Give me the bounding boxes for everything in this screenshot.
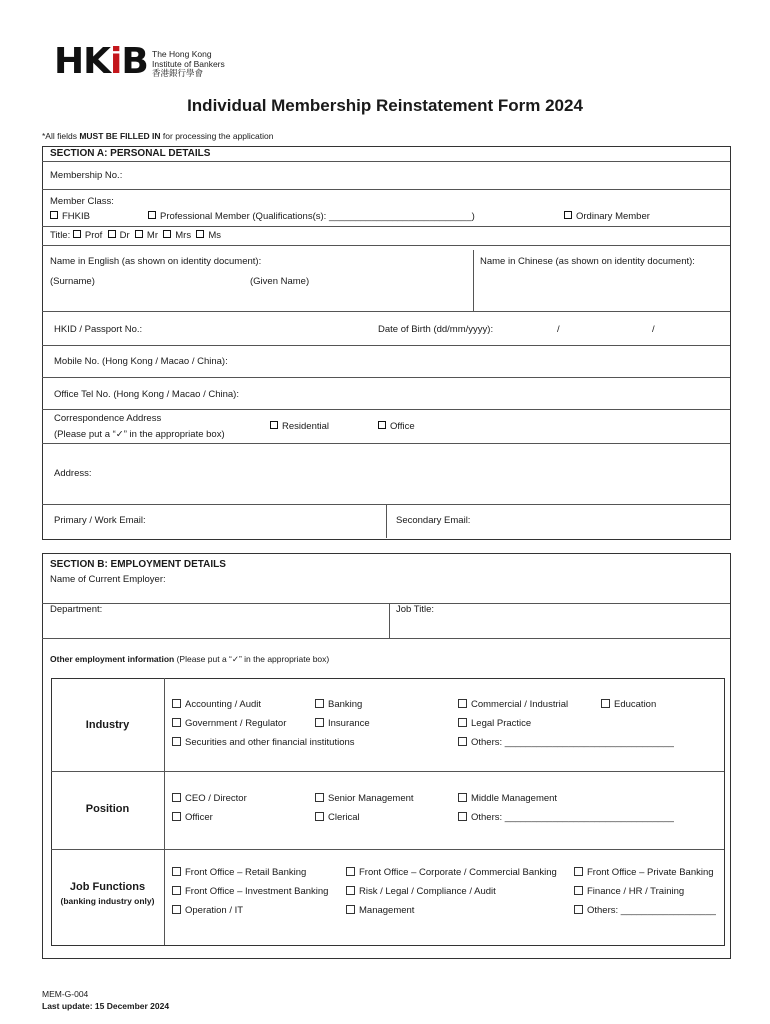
form-code: MEM-G-004 bbox=[42, 989, 89, 999]
checkbox-icon bbox=[148, 211, 156, 219]
form-title: Individual Membership Reinstatement Form 2024 bbox=[187, 96, 583, 115]
job-function-option[interactable]: Risk / Legal / Compliance / Audit bbox=[346, 886, 496, 897]
footer bbox=[42, 988, 169, 1012]
checkbox-icon bbox=[270, 421, 278, 429]
title-prof-checkbox[interactable]: Prof bbox=[73, 230, 102, 241]
membership-no-label: Membership No.: bbox=[50, 170, 123, 181]
correspondence-hint: (Please put a “✓” in the appropriate box) bbox=[54, 429, 225, 440]
employer-label: Name of Current Employer: bbox=[50, 574, 166, 585]
logo-line2: Institute of Bankers bbox=[152, 58, 225, 69]
checkbox-icon bbox=[315, 793, 324, 802]
checkbox-icon bbox=[50, 211, 58, 219]
job-function-option[interactable]: Front Office – Corporate / Commercial Banking bbox=[346, 867, 557, 878]
dob-separator: / bbox=[652, 324, 655, 335]
checkbox-icon bbox=[346, 867, 355, 876]
department-label: Department: bbox=[50, 604, 103, 615]
job-functions-sublabel: (banking industry only) bbox=[60, 896, 155, 906]
checkbox-icon bbox=[315, 812, 324, 821]
checkbox-icon bbox=[458, 699, 467, 708]
position-option[interactable]: Officer bbox=[172, 812, 213, 823]
dob-label: Date of Birth (dd/mm/yyyy): bbox=[378, 324, 494, 335]
member-class-label: Member Class: bbox=[50, 196, 114, 207]
address-label: Address: bbox=[54, 468, 92, 479]
class-fhkib-checkbox[interactable]: FHKIB bbox=[50, 211, 90, 222]
given-name-label: (Given Name) bbox=[250, 276, 310, 287]
title-mr-checkbox[interactable]: Mr bbox=[135, 230, 158, 241]
checkbox-icon bbox=[108, 230, 116, 238]
logo-line1: The Hong Kong bbox=[152, 49, 212, 59]
title-ms-checkbox[interactable]: Ms bbox=[196, 230, 221, 241]
checkbox-icon bbox=[172, 793, 181, 802]
job-function-option[interactable]: Finance / HR / Training bbox=[574, 886, 684, 897]
checkbox-icon bbox=[574, 905, 583, 914]
checkbox-icon bbox=[315, 718, 324, 727]
title-label: Title: bbox=[50, 230, 71, 241]
title-dr-checkbox[interactable]: Dr bbox=[108, 230, 130, 241]
checkbox-icon bbox=[564, 211, 572, 219]
job-function-option[interactable]: Operation / IT bbox=[172, 905, 243, 916]
job-function-option[interactable]: Front Office – Retail Banking bbox=[172, 867, 306, 878]
position-option[interactable]: Clerical bbox=[315, 812, 360, 823]
checkbox-icon bbox=[172, 737, 181, 746]
logo-text bbox=[152, 50, 225, 79]
position-option[interactable]: Senior Management bbox=[315, 793, 414, 804]
checkbox-icon bbox=[315, 699, 324, 708]
checkbox-icon bbox=[172, 718, 181, 727]
name-chinese-label: Name in Chinese (as shown on identity document): bbox=[480, 256, 695, 267]
name-english-label: Name in English (as shown on identity document): bbox=[50, 256, 262, 267]
position-option[interactable]: CEO / Director bbox=[172, 793, 247, 804]
job-function-option[interactable]: Management bbox=[346, 905, 414, 916]
section-a-heading: SECTION A: PERSONAL DETAILS bbox=[50, 148, 211, 159]
other-info-label: Other employment information (Please put a “✓” in the appropriate box) bbox=[50, 654, 330, 664]
industry-option[interactable]: Government / Regulator bbox=[172, 718, 286, 729]
industry-option[interactable]: Accounting / Audit bbox=[172, 699, 261, 710]
industry-option[interactable]: Others: ________________________________ bbox=[458, 737, 674, 748]
hkib-logo bbox=[54, 41, 148, 82]
checkbox-icon bbox=[574, 886, 583, 895]
checkbox-icon bbox=[172, 905, 181, 914]
industry-option[interactable]: Legal Practice bbox=[458, 718, 531, 729]
industry-option[interactable]: Commercial / Industrial bbox=[458, 699, 568, 710]
checkbox-icon bbox=[73, 230, 81, 238]
industry-option[interactable]: Education bbox=[601, 699, 656, 710]
checkbox-icon bbox=[574, 867, 583, 876]
checkbox-icon bbox=[172, 812, 181, 821]
hkid-label: HKID / Passport No.: bbox=[54, 324, 143, 335]
checkbox-icon bbox=[172, 699, 181, 708]
job-function-option[interactable]: Others: __________________ bbox=[574, 905, 716, 916]
industry-option[interactable]: Banking bbox=[315, 699, 362, 710]
position-label: Position bbox=[85, 803, 130, 815]
industry-option[interactable]: Insurance bbox=[315, 718, 370, 729]
industry-label: Industry bbox=[85, 719, 130, 731]
mobile-label: Mobile No. (Hong Kong / Macao / China): bbox=[54, 356, 228, 367]
secondary-email-label: Secondary Email: bbox=[396, 515, 471, 526]
job-functions-label: Job Functions bbox=[69, 881, 146, 893]
class-professional-checkbox[interactable]: Professional Member (Qualifications(s): ___________________________) bbox=[148, 211, 475, 222]
position-option[interactable]: Middle Management bbox=[458, 793, 557, 804]
dob-separator: / bbox=[557, 324, 560, 335]
correspondence-address-label: Correspondence Address bbox=[54, 413, 162, 424]
checkbox-icon bbox=[135, 230, 143, 238]
checkbox-icon bbox=[172, 867, 181, 876]
required-note: *All fields MUST BE FILLED IN for processing the application bbox=[42, 131, 274, 141]
office-tel-label: Office Tel No. (Hong Kong / Macao / China): bbox=[54, 389, 239, 400]
section-b-heading: SECTION B: EMPLOYMENT DETAILS bbox=[50, 559, 226, 570]
primary-email-label: Primary / Work Email: bbox=[54, 515, 146, 526]
last-update: Last update: 15 December 2024 bbox=[42, 1001, 170, 1011]
checkbox-icon bbox=[346, 886, 355, 895]
office-checkbox[interactable]: Office bbox=[378, 421, 415, 432]
logo-mark: HKiB bbox=[54, 41, 148, 82]
residential-checkbox[interactable]: Residential bbox=[270, 421, 329, 432]
checkbox-icon bbox=[378, 421, 386, 429]
job-title-label: Job Title: bbox=[396, 604, 435, 615]
logo-accent: i bbox=[110, 41, 122, 82]
title-mrs-checkbox[interactable]: Mrs bbox=[163, 230, 191, 241]
checkbox-icon bbox=[458, 812, 467, 821]
checkbox-icon bbox=[458, 718, 467, 727]
checkbox-icon bbox=[172, 886, 181, 895]
industry-option[interactable]: Securities and other financial institutions bbox=[172, 737, 355, 748]
checkbox-icon bbox=[458, 793, 467, 802]
checkbox-icon bbox=[346, 905, 355, 914]
surname-label: (Surname) bbox=[50, 276, 95, 287]
job-function-option[interactable]: Front Office – Private Banking bbox=[574, 867, 714, 878]
checkbox-icon bbox=[163, 230, 171, 238]
checkbox-icon bbox=[196, 230, 204, 238]
checkbox-icon bbox=[458, 737, 467, 746]
position-option[interactable]: Others: ________________________________ bbox=[458, 812, 674, 823]
job-function-option[interactable]: Front Office – Investment Banking bbox=[172, 886, 328, 897]
class-ordinary-checkbox[interactable]: Ordinary Member bbox=[564, 211, 650, 222]
logo-line3: 香港銀行學會 bbox=[152, 68, 204, 78]
section-a-box bbox=[42, 146, 731, 540]
title-row bbox=[50, 230, 221, 241]
checkbox-icon bbox=[601, 699, 610, 708]
